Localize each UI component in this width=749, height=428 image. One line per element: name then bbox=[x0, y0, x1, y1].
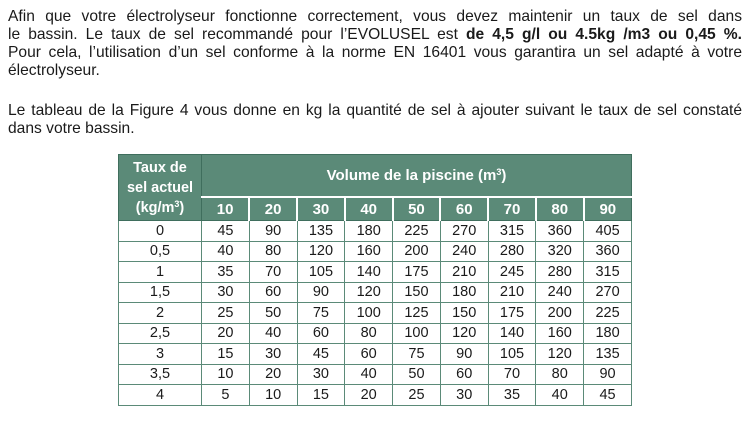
table-intro-line-2: dans votre bassin. bbox=[8, 120, 135, 137]
salt-rate-cell: 3 bbox=[119, 344, 202, 365]
header-volume-close: ) bbox=[501, 167, 507, 184]
table-row bbox=[119, 385, 632, 406]
volume-header-cell: 30 bbox=[297, 197, 345, 221]
salt-quantity-cell: 75 bbox=[393, 344, 441, 365]
salt-rate-cell: 3,5 bbox=[119, 364, 202, 385]
salt-quantity-cell: 45 bbox=[202, 221, 250, 242]
salt-quantity-cell: 120 bbox=[440, 323, 488, 344]
salt-quantity-cell: 15 bbox=[202, 344, 250, 365]
table-row bbox=[119, 282, 632, 303]
header-pool-volume bbox=[202, 155, 632, 198]
header-salt-line-3 bbox=[119, 198, 201, 218]
salt-quantity-cell: 90 bbox=[440, 344, 488, 365]
salt-quantity-cell: 45 bbox=[297, 344, 345, 365]
table-body bbox=[119, 221, 632, 406]
salt-quantity-cell: 60 bbox=[345, 344, 393, 365]
salt-quantity-table-wrapper bbox=[118, 154, 632, 406]
salt-quantity-cell: 5 bbox=[202, 385, 250, 406]
salt-quantity-cell: 60 bbox=[440, 364, 488, 385]
salt-quantity-cell: 240 bbox=[440, 241, 488, 262]
header-salt-line-2: sel actuel bbox=[126, 179, 194, 196]
header-salt-close: ) bbox=[179, 199, 185, 216]
salt-quantity-cell: 280 bbox=[488, 241, 536, 262]
salt-quantity-cell: 200 bbox=[393, 241, 441, 262]
intro-line-2-text: le bassin. Le taux de sel recommandé pour l’EVOLUSEL est bbox=[8, 26, 466, 43]
salt-quantity-cell: 150 bbox=[393, 282, 441, 303]
table-row bbox=[119, 262, 632, 283]
salt-quantity-cell: 90 bbox=[249, 221, 297, 242]
salt-quantity-cell: 25 bbox=[393, 385, 441, 406]
salt-quantity-cell: 35 bbox=[202, 262, 250, 283]
salt-quantity-cell: 30 bbox=[249, 344, 297, 365]
salt-quantity-cell: 40 bbox=[202, 241, 250, 262]
table-row bbox=[119, 364, 632, 385]
volume-header-cell: 40 bbox=[345, 197, 393, 221]
volume-header-cell: 20 bbox=[249, 197, 297, 221]
salt-quantity-cell: 30 bbox=[202, 282, 250, 303]
salt-quantity-cell: 360 bbox=[584, 241, 632, 262]
salt-rate-cell: 4 bbox=[119, 385, 202, 406]
salt-quantity-cell: 240 bbox=[536, 282, 584, 303]
salt-quantity-cell: 180 bbox=[345, 221, 393, 242]
header-volume-text: Volume de la piscine (m bbox=[326, 167, 497, 184]
salt-quantity-cell: 50 bbox=[393, 364, 441, 385]
salt-quantity-cell: 245 bbox=[488, 262, 536, 283]
salt-quantity-cell: 175 bbox=[393, 262, 441, 283]
salt-quantity-cell: 20 bbox=[249, 364, 297, 385]
salt-quantity-cell: 40 bbox=[536, 385, 584, 406]
recommended-salt-rate: de 4,5 g/l ou 4.5kg /m3 ou 0,45 %. bbox=[466, 26, 742, 43]
salt-quantity-cell: 60 bbox=[297, 323, 345, 344]
salt-quantity-cell: 225 bbox=[584, 303, 632, 324]
salt-quantity-cell: 105 bbox=[488, 344, 536, 365]
salt-quantity-cell: 15 bbox=[297, 385, 345, 406]
salt-quantity-cell: 20 bbox=[202, 323, 250, 344]
salt-quantity-cell: 80 bbox=[536, 364, 584, 385]
volume-header-cell: 50 bbox=[393, 197, 441, 221]
salt-rate-cell: 2 bbox=[119, 303, 202, 324]
volume-header-cell: 10 bbox=[202, 197, 250, 221]
salt-quantity-cell: 125 bbox=[393, 303, 441, 324]
salt-quantity-cell: 75 bbox=[297, 303, 345, 324]
salt-quantity-cell: 315 bbox=[584, 262, 632, 283]
salt-quantity-cell: 35 bbox=[488, 385, 536, 406]
header-salt-unit: (kg/m bbox=[135, 199, 175, 216]
salt-quantity-cell: 100 bbox=[393, 323, 441, 344]
salt-quantity-cell: 180 bbox=[440, 282, 488, 303]
salt-quantity-cell: 270 bbox=[440, 221, 488, 242]
salt-quantity-cell: 20 bbox=[345, 385, 393, 406]
salt-quantity-cell: 270 bbox=[584, 282, 632, 303]
salt-rate-cell: 1,5 bbox=[119, 282, 202, 303]
salt-quantity-cell: 210 bbox=[440, 262, 488, 283]
salt-quantity-cell: 405 bbox=[584, 221, 632, 242]
salt-quantity-cell: 160 bbox=[345, 241, 393, 262]
salt-quantity-cell: 140 bbox=[488, 323, 536, 344]
salt-rate-cell: 2,5 bbox=[119, 323, 202, 344]
salt-rate-cell: 0,5 bbox=[119, 241, 202, 262]
salt-quantity-cell: 200 bbox=[536, 303, 584, 324]
salt-quantity-cell: 180 bbox=[584, 323, 632, 344]
volume-header-cell: 90 bbox=[584, 197, 632, 221]
header-volume-sup: 3 bbox=[496, 167, 502, 177]
salt-quantity-cell: 90 bbox=[297, 282, 345, 303]
salt-quantity-cell: 50 bbox=[249, 303, 297, 324]
header-salt-line-1: Taux de bbox=[133, 159, 187, 176]
salt-quantity-cell: 160 bbox=[536, 323, 584, 344]
salt-quantity-cell: 150 bbox=[440, 303, 488, 324]
salt-quantity-cell: 105 bbox=[297, 262, 345, 283]
salt-quantity-cell: 40 bbox=[345, 364, 393, 385]
salt-quantity-cell: 175 bbox=[488, 303, 536, 324]
salt-rate-cell: 0 bbox=[119, 221, 202, 242]
salt-quantity-cell: 120 bbox=[297, 241, 345, 262]
volume-header-cell: 70 bbox=[488, 197, 536, 221]
table-intro-paragraph bbox=[8, 102, 742, 138]
salt-quantity-cell: 315 bbox=[488, 221, 536, 242]
salt-quantity-cell: 80 bbox=[345, 323, 393, 344]
salt-quantity-cell: 40 bbox=[249, 323, 297, 344]
table-row bbox=[119, 344, 632, 365]
intro-line-4: électrolyseur. bbox=[8, 62, 100, 79]
intro-paragraph bbox=[8, 8, 742, 80]
salt-quantity-cell: 135 bbox=[297, 221, 345, 242]
salt-quantity-cell: 210 bbox=[488, 282, 536, 303]
salt-quantity-cell: 320 bbox=[536, 241, 584, 262]
intro-line-2 bbox=[8, 26, 742, 44]
salt-quantity-cell: 60 bbox=[249, 282, 297, 303]
salt-quantity-cell: 10 bbox=[202, 364, 250, 385]
salt-quantity-cell: 100 bbox=[345, 303, 393, 324]
salt-quantity-cell: 280 bbox=[536, 262, 584, 283]
table-row bbox=[119, 303, 632, 324]
salt-quantity-cell: 25 bbox=[202, 303, 250, 324]
table-intro-line-1: Le tableau de la Figure 4 vous donne en kg la quantité de sel à ajouter suivant le taux de sel constaté bbox=[8, 102, 742, 119]
salt-quantity-cell: 140 bbox=[345, 262, 393, 283]
intro-line-1: Afin que votre électrolyseur fonctionne correctement, vous devez maintenir un taux de sel dans bbox=[8, 8, 742, 25]
table-row bbox=[119, 221, 632, 242]
table-row bbox=[119, 241, 632, 262]
salt-quantity-cell: 10 bbox=[249, 385, 297, 406]
salt-rate-cell: 1 bbox=[119, 262, 202, 283]
salt-quantity-cell: 70 bbox=[488, 364, 536, 385]
volume-header-cell: 80 bbox=[536, 197, 584, 221]
volume-header-cell: 60 bbox=[440, 197, 488, 221]
salt-quantity-cell: 80 bbox=[249, 241, 297, 262]
table-row bbox=[119, 323, 632, 344]
salt-quantity-cell: 70 bbox=[249, 262, 297, 283]
salt-quantity-cell: 120 bbox=[345, 282, 393, 303]
intro-line-3: Pour cela, l’utilisation d’un sel conforme à la norme EN 16401 vous garantira un sel adapté à votre bbox=[8, 44, 742, 61]
salt-quantity-cell: 30 bbox=[440, 385, 488, 406]
salt-quantity-cell: 135 bbox=[584, 344, 632, 365]
header-current-salt-rate bbox=[119, 155, 202, 221]
salt-quantity-cell: 30 bbox=[297, 364, 345, 385]
salt-quantity-cell: 45 bbox=[584, 385, 632, 406]
header-salt-sup: 3 bbox=[174, 198, 180, 209]
salt-quantity-cell: 360 bbox=[536, 221, 584, 242]
salt-quantity-cell: 225 bbox=[393, 221, 441, 242]
salt-quantity-table bbox=[118, 154, 632, 406]
salt-quantity-cell: 90 bbox=[584, 364, 632, 385]
salt-quantity-cell: 120 bbox=[536, 344, 584, 365]
